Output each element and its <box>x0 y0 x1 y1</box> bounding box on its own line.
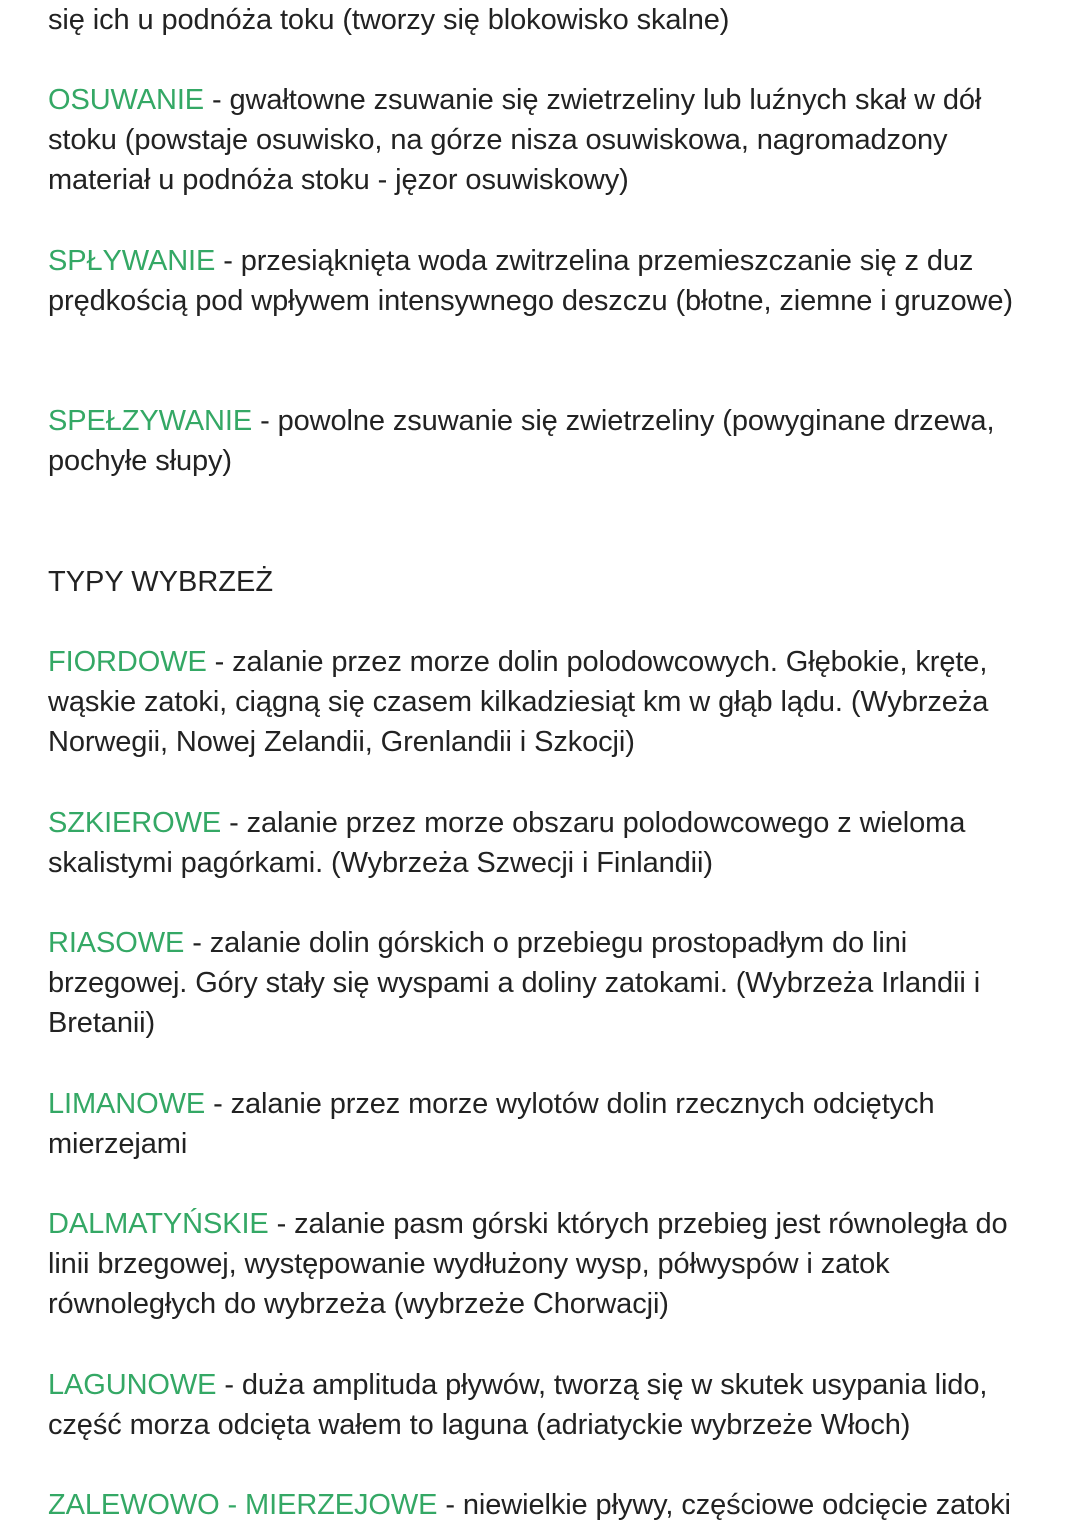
term-label: RIASOWE <box>48 927 185 959</box>
term-description: - zalanie przez morze wylotów dolin rzecznych odciętych mierzejami <box>48 1088 935 1161</box>
definition-riasowe <box>48 923 1038 1044</box>
term-label: SZKIEROWE <box>48 807 222 839</box>
definition-spelzywanie <box>48 401 1038 481</box>
term-description: - powolne zsuwanie się zwietrzeliny (powyginane drzewa, pochyłe słupy) <box>48 405 995 478</box>
top-fragment-paragraph <box>48 0 1038 40</box>
term-label: FIORDOWE <box>48 646 207 678</box>
term-label: ZALEWOWO - MIERZEJOWE <box>48 1489 438 1521</box>
term-description: - gwałtowne zsuwanie się zwietrzeliny lub luźnych skał w dół stoku (powstaje osuwisko, na górze nisza osuwiskowa, nagromadzony materiał u podnóża stoku - jęzor osuwiskowy) <box>48 84 982 197</box>
term-label: LIMANOWE <box>48 1088 206 1120</box>
term-label: SPŁYWANIE <box>48 245 216 277</box>
term-label: OSUWANIE <box>48 84 205 116</box>
term-description: - zalanie przez morze dolin polodowcowych. Głębokie, kręte, wąskie zatoki, ciągną się czasem kilkadziesiąt km w głąb lądu. (Wybrzeża Norwegii, Nowej Zelandii, Grenlandii i Szkocji) <box>48 646 989 759</box>
term-label: SPEŁZYWANIE <box>48 405 253 437</box>
definition-osuwanie <box>48 80 1038 201</box>
term-description: - niewielkie pływy, częściowe odcięcie zatoki <box>437 1489 1011 1521</box>
definition-fiordowe <box>48 642 1038 763</box>
definition-szkierowe <box>48 803 1038 883</box>
definition-lagunowe <box>48 1365 1038 1445</box>
term-description: - zalanie przez morze obszaru polodowcowego z wieloma skalistymi pagórkami. (Wybrzeża Szwecji i Finlandii) <box>48 807 966 880</box>
term-description: - zalanie dolin górskich o przebiegu prostopadłym do lini brzegowej. Góry stały się wyspami a doliny zatokami. (Wybrzeża Irlandii i Bretanii) <box>48 927 981 1040</box>
definition-limanowe <box>48 1084 1038 1164</box>
definition-dalmatynskie <box>48 1204 1038 1325</box>
term-description: - przesiąknięta woda zwitrzelina przemieszczanie się z duz prędkością pod wpływem intensywnego deszczu (błotne, ziemne i gruzowe) <box>48 245 1013 318</box>
term-label: LAGUNOWE <box>48 1369 217 1401</box>
definition-splywanie <box>48 241 1038 321</box>
term-description: - zalanie pasm górski których przebieg jest równoległa do linii brzegowej, występowanie wydłużony wysp, półwyspów i zatok równoległych do wybrzeża (wybrzeże Chorwacji) <box>48 1208 1008 1321</box>
section-heading: TYPY WYBRZEŻ <box>48 566 274 598</box>
term-description: - duża amplituda pływów, tworzą się w skutek usypania lido, część morza odcięta wałem to laguna (adriatyckie wybrzeże Włoch) <box>48 1369 988 1442</box>
definition-zalewowo-mierzejowe <box>48 1485 1038 1525</box>
term-label: DALMATYŃSKIE <box>48 1208 269 1240</box>
paragraph-text: się ich u podnóża toku (tworzy się blokowisko skalne) <box>48 4 730 36</box>
